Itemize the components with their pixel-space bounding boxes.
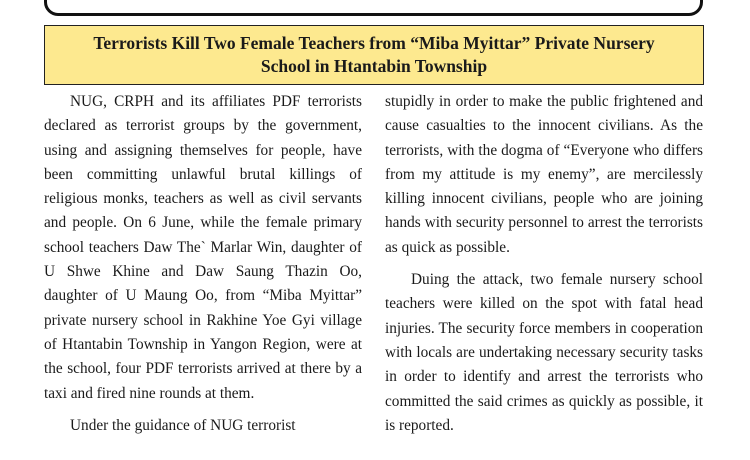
article-headline: Terrorists Kill Two Female Teachers from “Miba Myittar” Private Nursery School in Htantabin Township: [44, 25, 704, 85]
paragraph-continued: stupidly in order to make the public frightened and cause casualties to the innocent civilians. As the terrorists, with the dogma of “Everyone who differs from my attitude is my enemy”, are mercilessly killing innocent civilians, people who are joining hands with security personnel to arrest the terrorists as quick as possible.: [385, 93, 703, 256]
previous-article-box: [44, 0, 703, 16]
article-column-left: [44, 90, 362, 438]
paragraph: Duing the attack, two female nursery school teachers were killed on the spot with fatal head injuries. The security force members in cooperation with locals are undertaking necessary security tasks in order to identify and arrest the terrorists who committed the said crimes as quickly as possible, it is reported.: [385, 271, 703, 434]
article-column-right: [385, 90, 703, 438]
paragraph: NUG, CRPH and its affiliates PDF terrorists declared as terrorist groups by the government, using and assigning themselves for people, have been committing unlawful brutal killings of religious monks, teachers as well as civil servants and people. On 6 June, while the female primary school teachers Daw The` Marlar Win, daughter of U Shwe Khine and Daw Saung Thazin Oo, daughter of U Maung Oo, from “Miba Myittar” private nursery school in Rakhine Yoe Gyi village of Htantabin Township in Yangon Region, were at the school, four PDF terrorists arrived at there by a taxi and fired nine rounds at them.: [44, 93, 362, 402]
paragraph: Under the guidance of NUG terrorist: [70, 416, 296, 434]
